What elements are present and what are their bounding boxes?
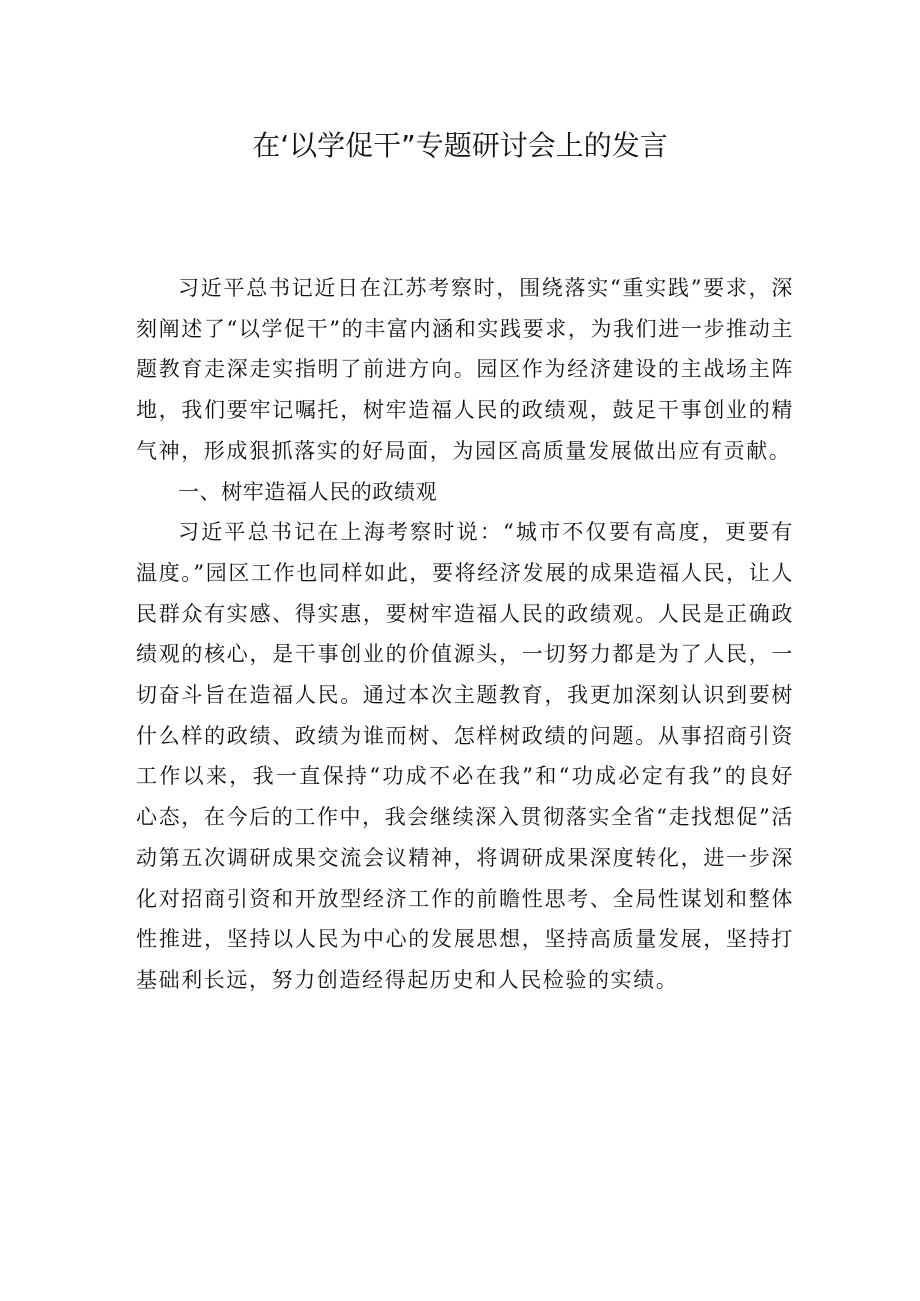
document-body [136, 268, 794, 1001]
section-paragraph: 习近平总书记在上海考察时说：“城市不仅要有高度，更要有温度。”园区工作也同样如此，要将经济发展的成果造福人民，让人民群众有实感、得实惠，要树牢造福人民的政绩观。人民是正确政绩观的核心，是干事创业的价值源头，一切努力都是为了人民，一切奋斗旨在造福人民。通过本次主题教育，我更加深刻认识到要树什么样的政绩、政绩为谁而树、怎样树政绩的问题。从事招商引资工作以来，我一直保持“功成不必在我”和“功成必定有我”的良好心态，在今后的工作中，我会继续深入贯彻落实全省“走找想促”活动第五次调研成果交流会议精神，将调研成果深度转化，进一步深化对招商引资和开放型经济工作的前瞻性思考、全局性谋划和整体性推进，坚持以人民为中心的发展思想，坚持高质量发展，坚持打基础利长远，努力创造经得起历史和人民检验的实绩。 [136, 520, 794, 992]
section-heading: 一、树牢造福人民的政绩观 [178, 479, 438, 504]
intro-paragraph: 习近平总书记近日在江苏考察时，围绕落实“重实践”要求，深刻阐述了“以学促干”的丰富内涵和实践要求，为我们进一步推动主题教育走深走实指明了前进方向。园区作为经济建设的主战场主阵地，我们要牢记嘱托，树牢造福人民的政绩观，鼓足干事创业的精气神，形成狠抓落实的好局面，为园区高质量发展做出应有贡献。 [136, 276, 794, 463]
document-title: 在‘以学促干”专题研讨会上的发言 [252, 129, 668, 162]
